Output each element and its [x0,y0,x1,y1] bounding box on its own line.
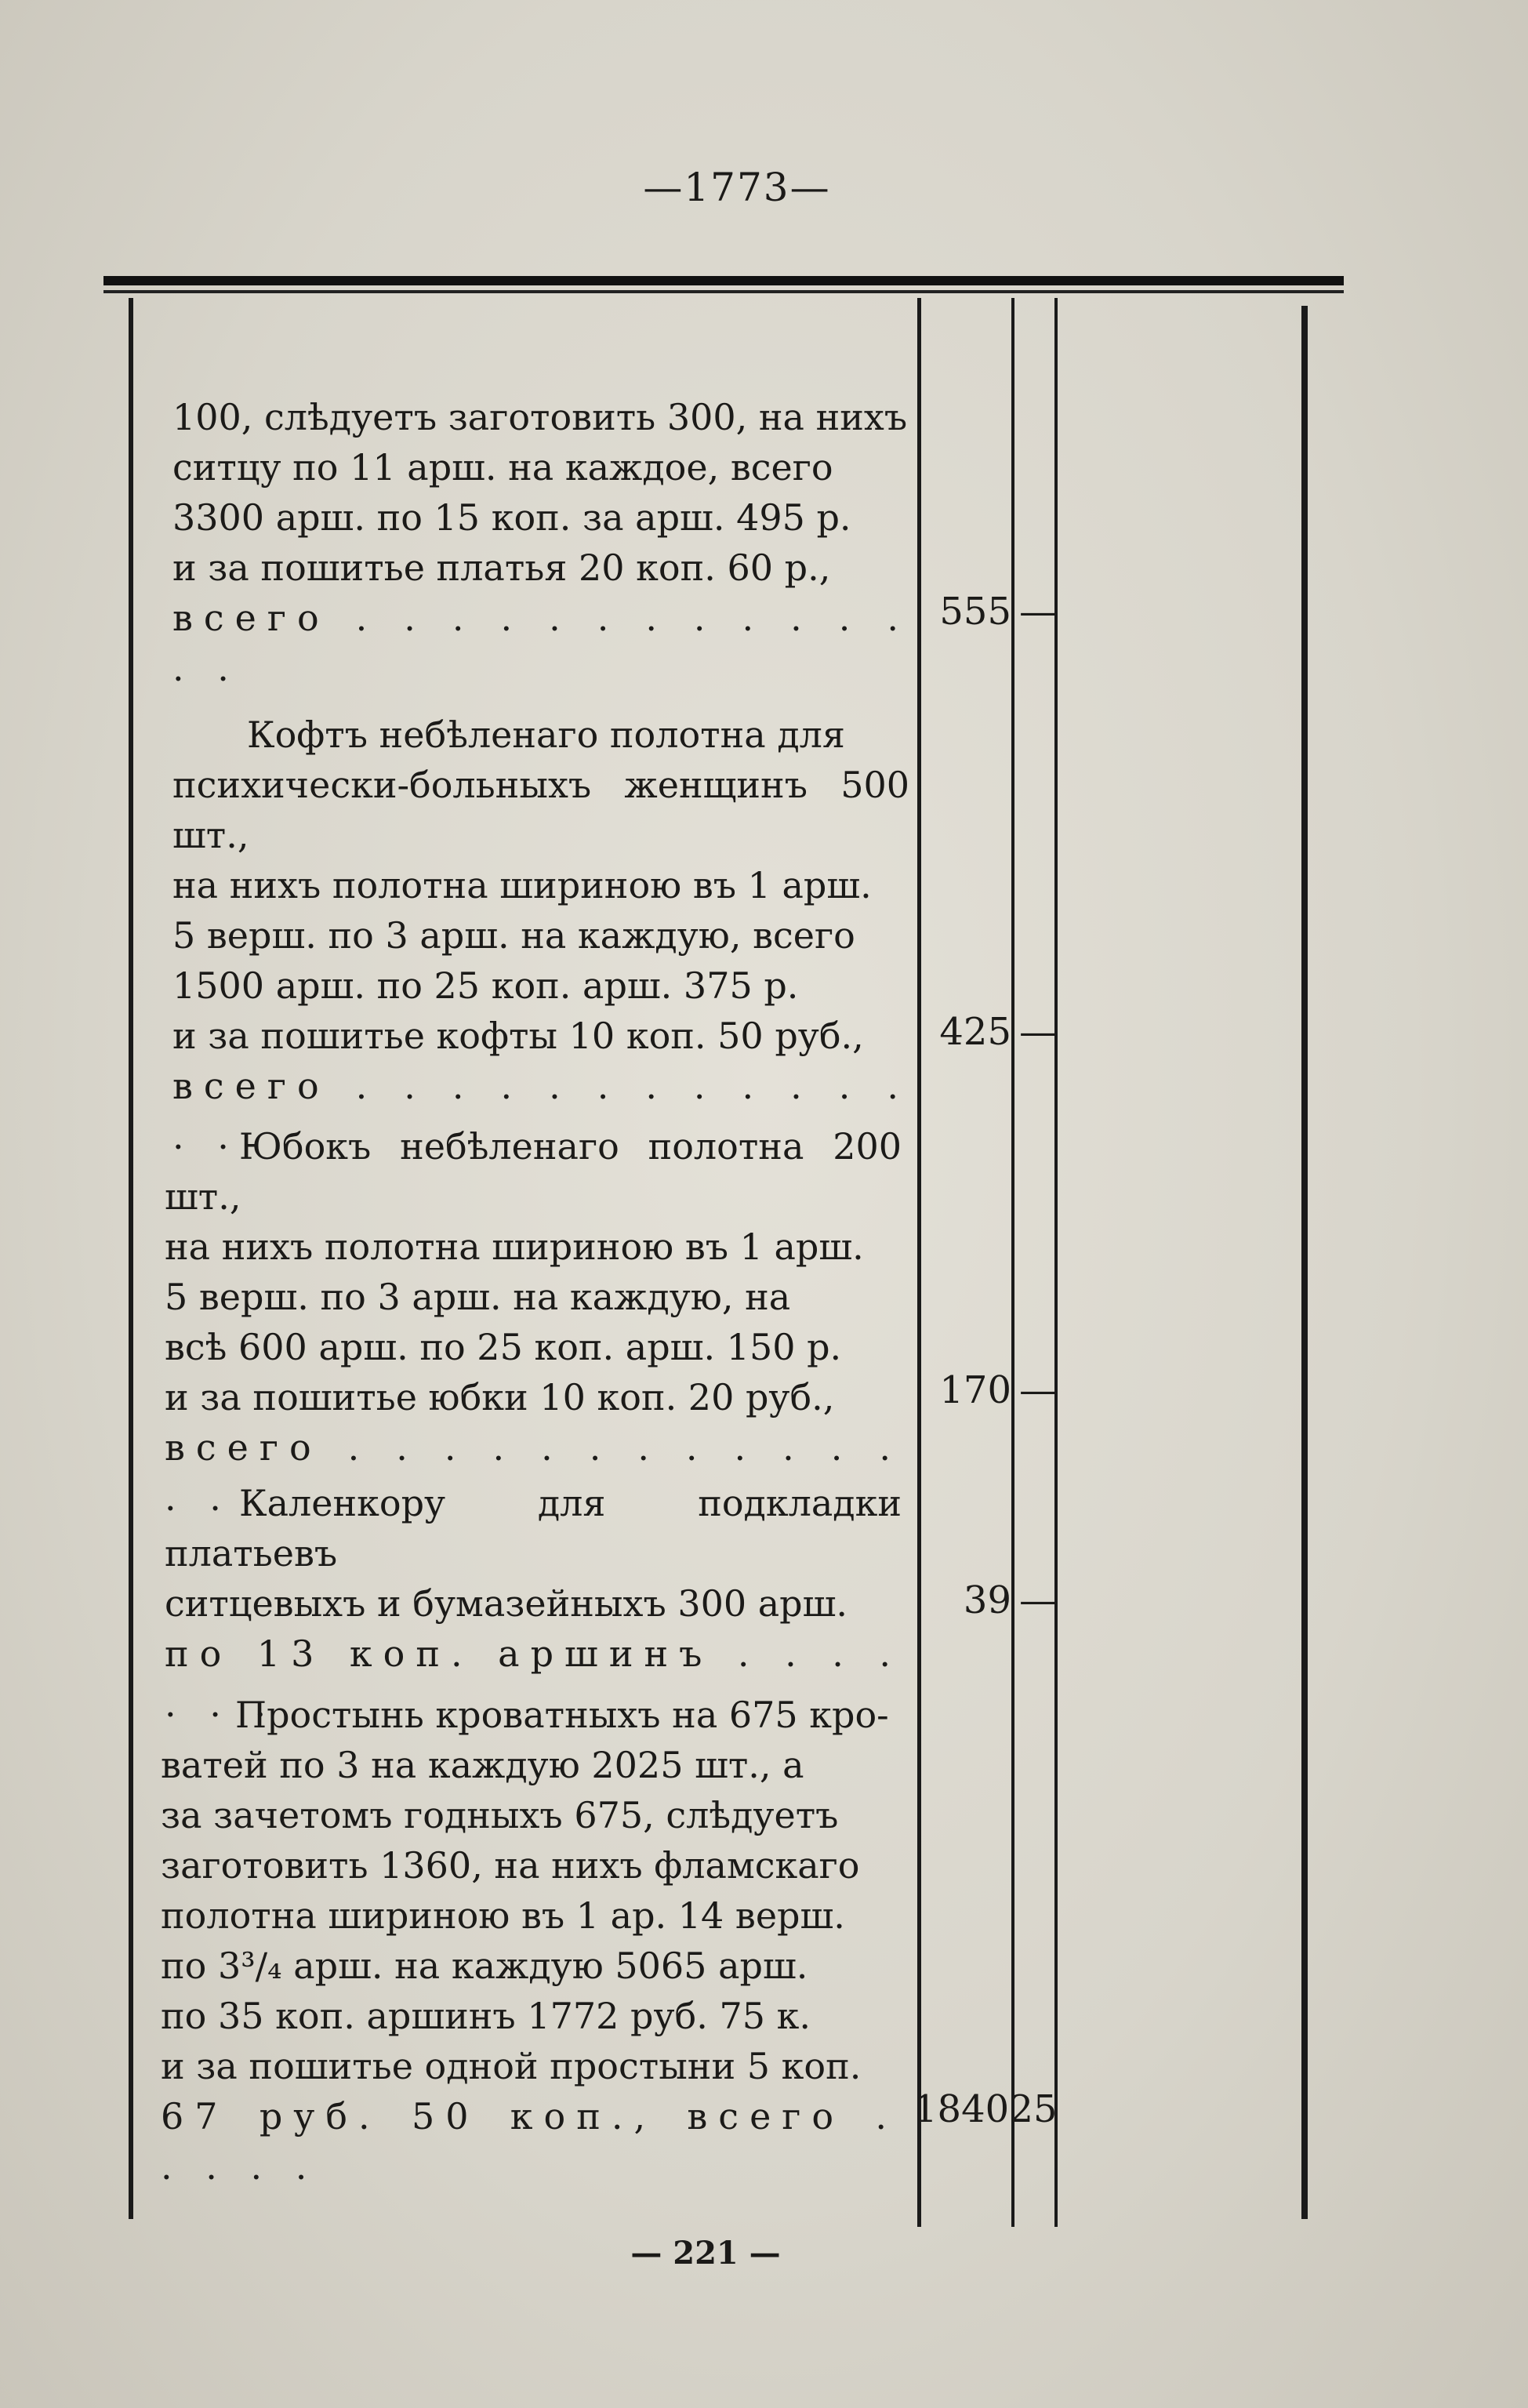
amount-kopecks: — [1019,1010,1057,1054]
entry-line: Каленкору для подкладки платьевъ [165,1482,902,1574]
entry-line: за зачетомъ годныхъ 675, слѣдуетъ [161,1794,839,1836]
entry-line: и за пошитье платья 20 коп. 60 р., [172,547,831,589]
entry-line: на нихъ полотна шириною въ 1 арш. [172,864,872,906]
amount-kopecks: 25 [1009,2087,1058,2131]
entry-line: заготовить 1360, на нихъ фламскаго [161,1844,860,1887]
column-divider-text [917,298,921,2227]
entry-line: по 3³/₄ арш. на каждую 5065 арш. [161,1945,808,1987]
entry-jackets [172,710,909,1161]
entry-line: полотна шириною въ 1 ар. 14 верш. [161,1894,845,1937]
amount-kopecks: — [1019,590,1057,634]
entry-line: 5 верш. по 3 арш. на каждую, на [165,1276,791,1318]
entry-line: всего . . . . . . . . . . . . . . [165,1426,902,1519]
entry-line: 3300 арш. по 15 коп. за арш. 495 р. [172,496,851,539]
table-left-border [129,298,133,2219]
column-divider-rubles [1011,298,1014,2227]
top-rule-thick [103,276,1344,285]
amount-rubles: 425 [939,1010,1011,1054]
sheet-number-footer: — 221 — [630,2235,781,2272]
page-number-header: —1773— [643,165,831,210]
entry-line: всѣ 600 арш. по 25 коп. арш. 150 р. [165,1326,842,1368]
entry-line: 5 верш. по 3 арш. на каждую, всего [172,914,855,957]
entry-line: всего . . . . . . . . . . . . . . [172,1065,909,1157]
amount-rubles: 1840 [913,2087,1010,2131]
entry-line: всего . . . . . . . . . . . . . . [172,597,909,689]
table-right-border [1301,306,1308,2219]
amount-kopecks: — [1019,1368,1057,1412]
column-divider-kopecks [1054,298,1058,2227]
entry-line: и за пошитье одной простыни 5 коп. [161,2045,862,2087]
entry-bedsheets [161,1690,898,2192]
entry-dresses [172,392,909,693]
amount-kopecks: — [1019,1578,1057,1622]
amount-rubles: 39 [963,1578,1011,1622]
entry-line: 1500 арш. по 25 коп. арш. 375 р. [172,964,799,1007]
entry-line: и за пошитье кофты 10 коп. 50 руб., [172,1015,864,1057]
entry-line: психически-больныхъ женщинъ 500 шт., [172,764,909,856]
entry-line: ситцевыхъ и бумазейныхъ 300 арш. [165,1582,848,1625]
amount-rubles: 555 [939,590,1011,634]
entry-line: 67 руб. 50 коп., всего . . . . . [161,2095,898,2188]
entry-line: ситцу по 11 арш. на каждое, всего [172,446,833,489]
entry-line: Простынь кроватныхъ на 675 кро- [235,1694,889,1736]
amount-rubles: 170 [939,1368,1011,1412]
entry-line: и за пошитье юбки 10 коп. 20 руб., [165,1376,835,1418]
entry-line: на нихъ полотна шириною въ 1 арш. [165,1226,864,1268]
entry-line: Кофтъ небѣленаго полотна для [247,714,845,756]
top-rule-thin [103,290,1344,293]
entry-line: по 13 коп. аршинъ . . . . . . . [165,1633,902,1725]
entry-line: 100, слѣдуетъ заготовить 300, на нихъ [172,396,908,438]
entry-line: Юбокъ небѣленаго полотна 200 шт., [165,1125,902,1218]
entry-skirts [165,1121,902,1523]
entry-line: ватей по 3 на каждую 2025 шт., а [161,1744,804,1786]
entry-line: по 35 коп. аршинъ 1772 руб. 75 к. [161,1995,811,2037]
